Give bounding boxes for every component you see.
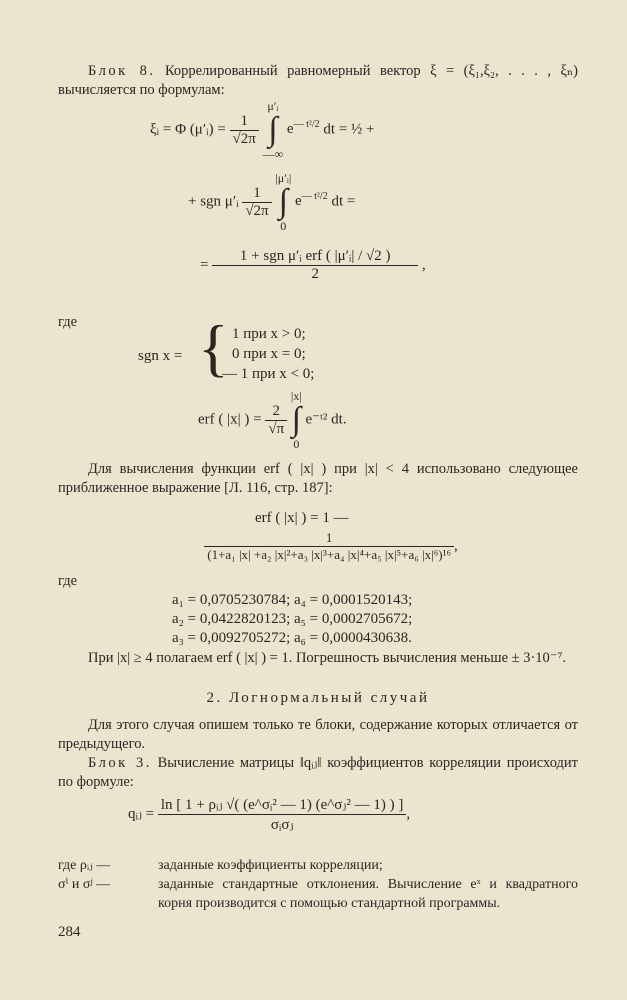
where-symbol: где ρᵢⱼ —: [58, 858, 111, 873]
q-numerator: ln [ 1 + ρᵢⱼ √( (e^σᵢ² — 1) (e^σⱼ² — 1) ) ]: [160, 797, 404, 813]
sgn-case-1: 1 при x > 0;: [232, 326, 306, 342]
eq2-integral: |μ′ᵢ| ∫ 0: [275, 171, 292, 233]
coefficients-row-2: a₂ = 0,0422820123; a₅ = 0,0002705672;: [172, 611, 413, 627]
sgn-case-3: — 1 при x < 0;: [222, 366, 315, 382]
equation-q: qᵢⱼ = $\frac{\text{ln [ 1 + ρᵢⱼ √( (e\textasciicircum{}σᵢ² — 1) (e\textasciicircum{}σⱼ² — 1) ) ]}}{\text{σᵢσⱼ}}$ ,: [128, 797, 411, 833]
block3-heading: Блок 3.: [88, 755, 152, 771]
eq3-denominator: 2: [212, 265, 418, 283]
sgn-lhs: sgn x =: [138, 348, 183, 364]
eq1-frac: $\frac{1}{√2\pi}$: [230, 113, 259, 148]
eq1-tail: dt = ½ +: [323, 121, 375, 138]
where-symbol: σⁱ и σʲ —: [58, 877, 111, 892]
approx-fraction: $\frac{1}{\text{(1+a₁ |x| +a₂ |x|²+a₃ |x|³+a₄ |x|⁴+a₅ |x|⁵+a₆ |x|⁶)¹⁶}}$ ,: [96, 530, 566, 563]
block3-paragraph: [58, 754, 578, 792]
coefficients-row-1: a₁ = 0,0705230784; a₄ = 0,0001520143;: [172, 592, 413, 608]
sgn-case-2: 0 при x = 0;: [232, 346, 306, 362]
bound-paragraph: При |x| ≥ 4 полагаем erf ( |x| ) = 1. Погрешность вычисления меньше ± 3·10⁻⁷.: [88, 650, 567, 666]
lognormal-paragraph: Для этого случая опишем только те блоки, содержание которых отличается от предыдущего.: [58, 717, 578, 752]
eq2-lhs: + sgn μ′ᵢ: [188, 193, 239, 210]
block8-text: Коррелированный равномерный вектор ξ = (ξ₁,ξ₂, . . . , ξₙ) вычисляется по формулам:: [58, 63, 579, 98]
section-heading-lognormal: 2. Логнормальный случай: [206, 690, 430, 706]
where-description: заданные коэффициенты корреляции;: [158, 858, 383, 873]
coefficients-row-3: a₃ = 0,0092705272; a₆ = 0,0000430638.: [172, 630, 412, 646]
where-description: заданные стандартные отклонения. Вычисление eˣ и квадратного корня производится с помощью стандартной программы.: [158, 877, 578, 911]
sgn-brace: {: [198, 312, 229, 383]
block3-text: Вычисление матрицы ‖qᵢⱼ‖ коэффициентов корреляции происходит по формуле:: [58, 755, 579, 790]
eq2-tail: dt =: [331, 193, 356, 210]
where-label-2: где: [58, 573, 78, 589]
eq2-frac: $\frac{1}{√2\pi}$: [242, 185, 271, 220]
erf-approx-paragraph: Для вычисления функции erf ( |x| ) при |x| < 4 использовано следующее приближенное выражение [Л. 116, стр. 187]:: [58, 461, 578, 496]
erf-lhs: erf ( |x| ) =: [198, 411, 262, 428]
block8-heading: Блок 8.: [88, 63, 156, 79]
equation-xi: ξᵢ = Φ (μ′ᵢ) = $\frac{1}{√2\pi}$ μ′ᵢ ∫ —∞ $e^{— t^2/2}$ dt = ½ +: [150, 99, 375, 161]
where-item-rho: [58, 856, 578, 875]
equation-erf: erf ( |x| ) = $\frac{2}{√\pi}$ |x| ∫ 0 e⁻ᵗ² dt.: [198, 389, 347, 451]
q-denominator: σᵢσⱼ: [158, 814, 406, 834]
eq1-integral: μ′ᵢ ∫ —∞: [262, 99, 284, 161]
where-label-1: где: [58, 314, 78, 330]
erf-integral: |x| ∫ 0: [290, 389, 302, 451]
block8-paragraph: [58, 62, 578, 100]
where-list: [58, 856, 578, 913]
where-item-sigma: [58, 875, 578, 913]
page-number: 284: [58, 924, 81, 940]
approx-denominator: (1+a₁ |x| +a₂ |x|²+a₃ |x|³+a₄ |x|⁴+a₅ |x|⁵+a₆ |x|⁶)¹⁶: [204, 546, 454, 563]
equation-sgn-part: + sgn μ′ᵢ $\frac{1}{√2\pi}$ |μ′ᵢ| ∫ 0 $e^{— t^2/2}$ dt =: [188, 171, 356, 233]
q-lhs: qᵢⱼ =: [128, 805, 155, 822]
approx-top: erf ( |x| ) = 1 —: [255, 510, 349, 526]
eq1-lhs: ξᵢ = Φ (μ′ᵢ) =: [150, 121, 226, 138]
approx-numerator: 1: [325, 530, 333, 545]
eq3-numerator: 1 + sgn μ′ᵢ erf ( |μ′ᵢ| / √2 ): [239, 248, 391, 264]
erf-tail: e⁻ᵗ² dt.: [305, 411, 347, 428]
equation-result: = $\frac{\text{1 + sgn μ′ᵢ erf ( |μ′ᵢ| / √2 )}}{2}$ ,: [200, 248, 426, 282]
